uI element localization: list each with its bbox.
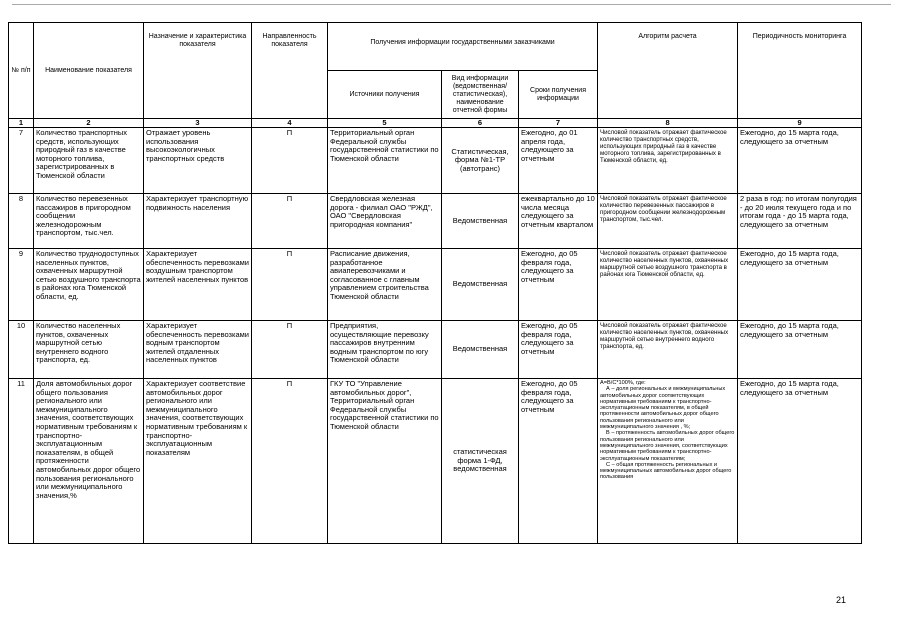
monitoring-period: Ежегодно, до 15 марта года, следующего за отчетным: [738, 321, 862, 379]
info-type: Ведомственная: [442, 321, 519, 379]
row-num: 11: [9, 379, 34, 544]
indicator-direction: П: [252, 249, 328, 321]
info-type: Статистическая, форма №1-ТР (автотранс): [442, 128, 519, 194]
column-number: 4: [252, 119, 328, 128]
row-num: 10: [9, 321, 34, 379]
info-terms: Ежегодно, до 05 февраля года, следующего за отчетным: [519, 379, 598, 544]
column-number: 3: [144, 119, 252, 128]
page-number: 21: [836, 595, 847, 605]
header-info-type: Вид информации (ведомственная/ статистическая), наименование отчетной формы: [442, 71, 519, 119]
header-algorithm: Алгоритм расчета: [598, 23, 738, 119]
indicator-direction: П: [252, 128, 328, 194]
row-num: 9: [9, 249, 34, 321]
info-source: Расписание движения, разработанное авиаперевозчиками и согласованное с главным управлением строительства Тюменской области: [328, 249, 442, 321]
calc-algorithm: Числовой показатель отражает фактическое количество перевезенных пассажиров в пригородном сообщении железнодорожным транспортом, тыс.чел.: [598, 194, 738, 249]
column-number: 6: [442, 119, 519, 128]
header-name: Наименование показателя: [34, 23, 144, 119]
monitoring-period: Ежегодно, до 15 марта года, следующего за отчетным: [738, 249, 862, 321]
info-source: Предприятия, осуществляющие перевозку пассажиров внутренним водным транспортом по югу Тюменской области: [328, 321, 442, 379]
column-number: 5: [328, 119, 442, 128]
monitoring-period: Ежегодно, до 15 марта года, следующего за отчетным: [738, 128, 862, 194]
info-source: Свердловская железная дорога - филиал ОАО "РЖД", ОАО "Свердловская пригородная компания": [328, 194, 442, 249]
column-number: 8: [598, 119, 738, 128]
algo-line: А – доля региональных и межмуниципальных автомобильных дорог соответствующих нормативным требованиям к транспортно-эксплуатационным показателям, в общей протяженности автомобильных дорог общего пользования регионального или межмуниципального значения , %;: [600, 386, 726, 431]
header-purpose: Назначение и характеристика показателя: [144, 23, 252, 119]
indicator-direction: П: [252, 321, 328, 379]
info-type: Ведомственная: [442, 249, 519, 321]
page-top-rule: [12, 4, 891, 5]
indicator-purpose: Характеризует обеспеченность перевозками воздушным транспортом жителей населенных пунктов: [144, 249, 252, 321]
indicator-direction: П: [252, 379, 328, 544]
indicator-name: Количество перевезенных пассажиров в пригородном сообщении железнодорожным транспортом, тыс.чел.: [34, 194, 144, 249]
calc-algorithm: Числовой показатель отражает фактическое количество населенных пунктов, охваченных маршрутной сетью внутреннего водного транспорта, ед.: [598, 321, 738, 379]
indicator-name: Количество населенных пунктов, охваченных маршрутной сетью внутреннего водного транспорта, ед.: [34, 321, 144, 379]
info-source: ГКУ ТО "Управление автомобильных дорог", Территориальный орган Федеральной службы государственной статистики по Тюменской области: [328, 379, 442, 544]
column-number: 1: [9, 119, 34, 128]
info-terms: Ежегодно, до 05 февраля года, следующего за отчетным: [519, 249, 598, 321]
info-source: Территориальный орган Федеральной службы государственной статистики по Тюменской области: [328, 128, 442, 194]
calc-algorithm: Числовой показатель отражает фактическое количество населенных пунктов, охваченных маршрутной сетью воздушного транспорта в районах юга Тюменской области, ед.: [598, 249, 738, 321]
header-direction: Направленность показателя: [252, 23, 328, 119]
header-gov-info: Получения информации государственными заказчиками: [328, 23, 598, 71]
calc-algorithm: [598, 379, 738, 544]
column-number: 9: [738, 119, 862, 128]
algo-formula: А=В/С*100%, где:: [600, 380, 646, 386]
info-terms: Ежегодно, до 01 апреля года, следующего за отчетным: [519, 128, 598, 194]
row-num: 7: [9, 128, 34, 194]
info-terms: Ежегодно, до 05 февраля года, следующего за отчетным: [519, 321, 598, 379]
algo-line: В – протяженность автомобильных дорог общего пользования регионального или межмуниципального значения, соответствующих нормативным требованиям к транспортно-эксплуатационным показателям;: [600, 430, 735, 462]
indicator-name: Количество транспортных средств, использующих природный газ в качестве моторного топлива, зарегистрированных в Тюменской области: [34, 128, 144, 194]
indicators-table: [8, 22, 862, 544]
indicator-direction: П: [252, 194, 328, 249]
indicator-name: Количество труднодоступных населенных пунктов, охваченных маршрутной сетью воздушного транспорта в районах юга Тюменской области, ед.: [34, 249, 144, 321]
monitoring-period: Ежегодно, до 15 марта года, следующего за отчетным: [738, 379, 862, 544]
table-row: [9, 379, 862, 544]
table-row: [9, 194, 862, 249]
header-num: № п/п: [9, 23, 34, 119]
header-periodicity: Периодичность мониторинга: [738, 23, 862, 119]
indicator-purpose: Характеризует обеспеченность перевозками водным транспортом жителей отдаленных населенных пунктов: [144, 321, 252, 379]
info-type: Ведомственная: [442, 194, 519, 249]
header-sources: Источники получения: [328, 71, 442, 119]
info-terms: ежеквартально до 10 числа месяца следующего за отчетным кварталом: [519, 194, 598, 249]
table-row: [9, 249, 862, 321]
header-terms: Сроки получения информации: [519, 71, 598, 119]
calc-algorithm: Числовой показатель отражает фактическое количество транспортных средств, использующих природный газ в качестве моторного топлива, зарегистрированных в Тюменской области, ед.: [598, 128, 738, 194]
monitoring-period: 2 раза в год: по итогам полугодия - до 20 июля текущего года и по итогам года - до 15 марта года, следующего за отчетным: [738, 194, 862, 249]
indicators-table-page: [8, 22, 861, 544]
info-type: статистическая форма 1-ФД, ведомственная: [442, 379, 519, 544]
row-num: 8: [9, 194, 34, 249]
table-row: [9, 321, 862, 379]
table-row: [9, 128, 862, 194]
indicator-name: Доля автомобильных дорог общего пользования регионального или межмуниципального значения, соответствующих нормативным требованиям к транспортно-эксплуатационным показателям, в общей протяженности автомобильных дорог общего пользования регионального или межмуниципального значения,%: [34, 379, 144, 544]
algo-line: С – общая протяженность региональных и межмуниципальных автомобильных дорог общего пользования: [600, 461, 732, 481]
indicator-purpose: Характеризует транспортную подвижность населения: [144, 194, 252, 249]
indicator-purpose: Отражает уровень использования высокоэкологичных транспортных средств: [144, 128, 252, 194]
column-number: 2: [34, 119, 144, 128]
column-number: 7: [519, 119, 598, 128]
indicator-purpose: Характеризует соответствие автомобильных дорог регионального или межмуниципального значения, соответствующих нормативным требованиям к транспортно-эксплуатационным показателям: [144, 379, 252, 544]
